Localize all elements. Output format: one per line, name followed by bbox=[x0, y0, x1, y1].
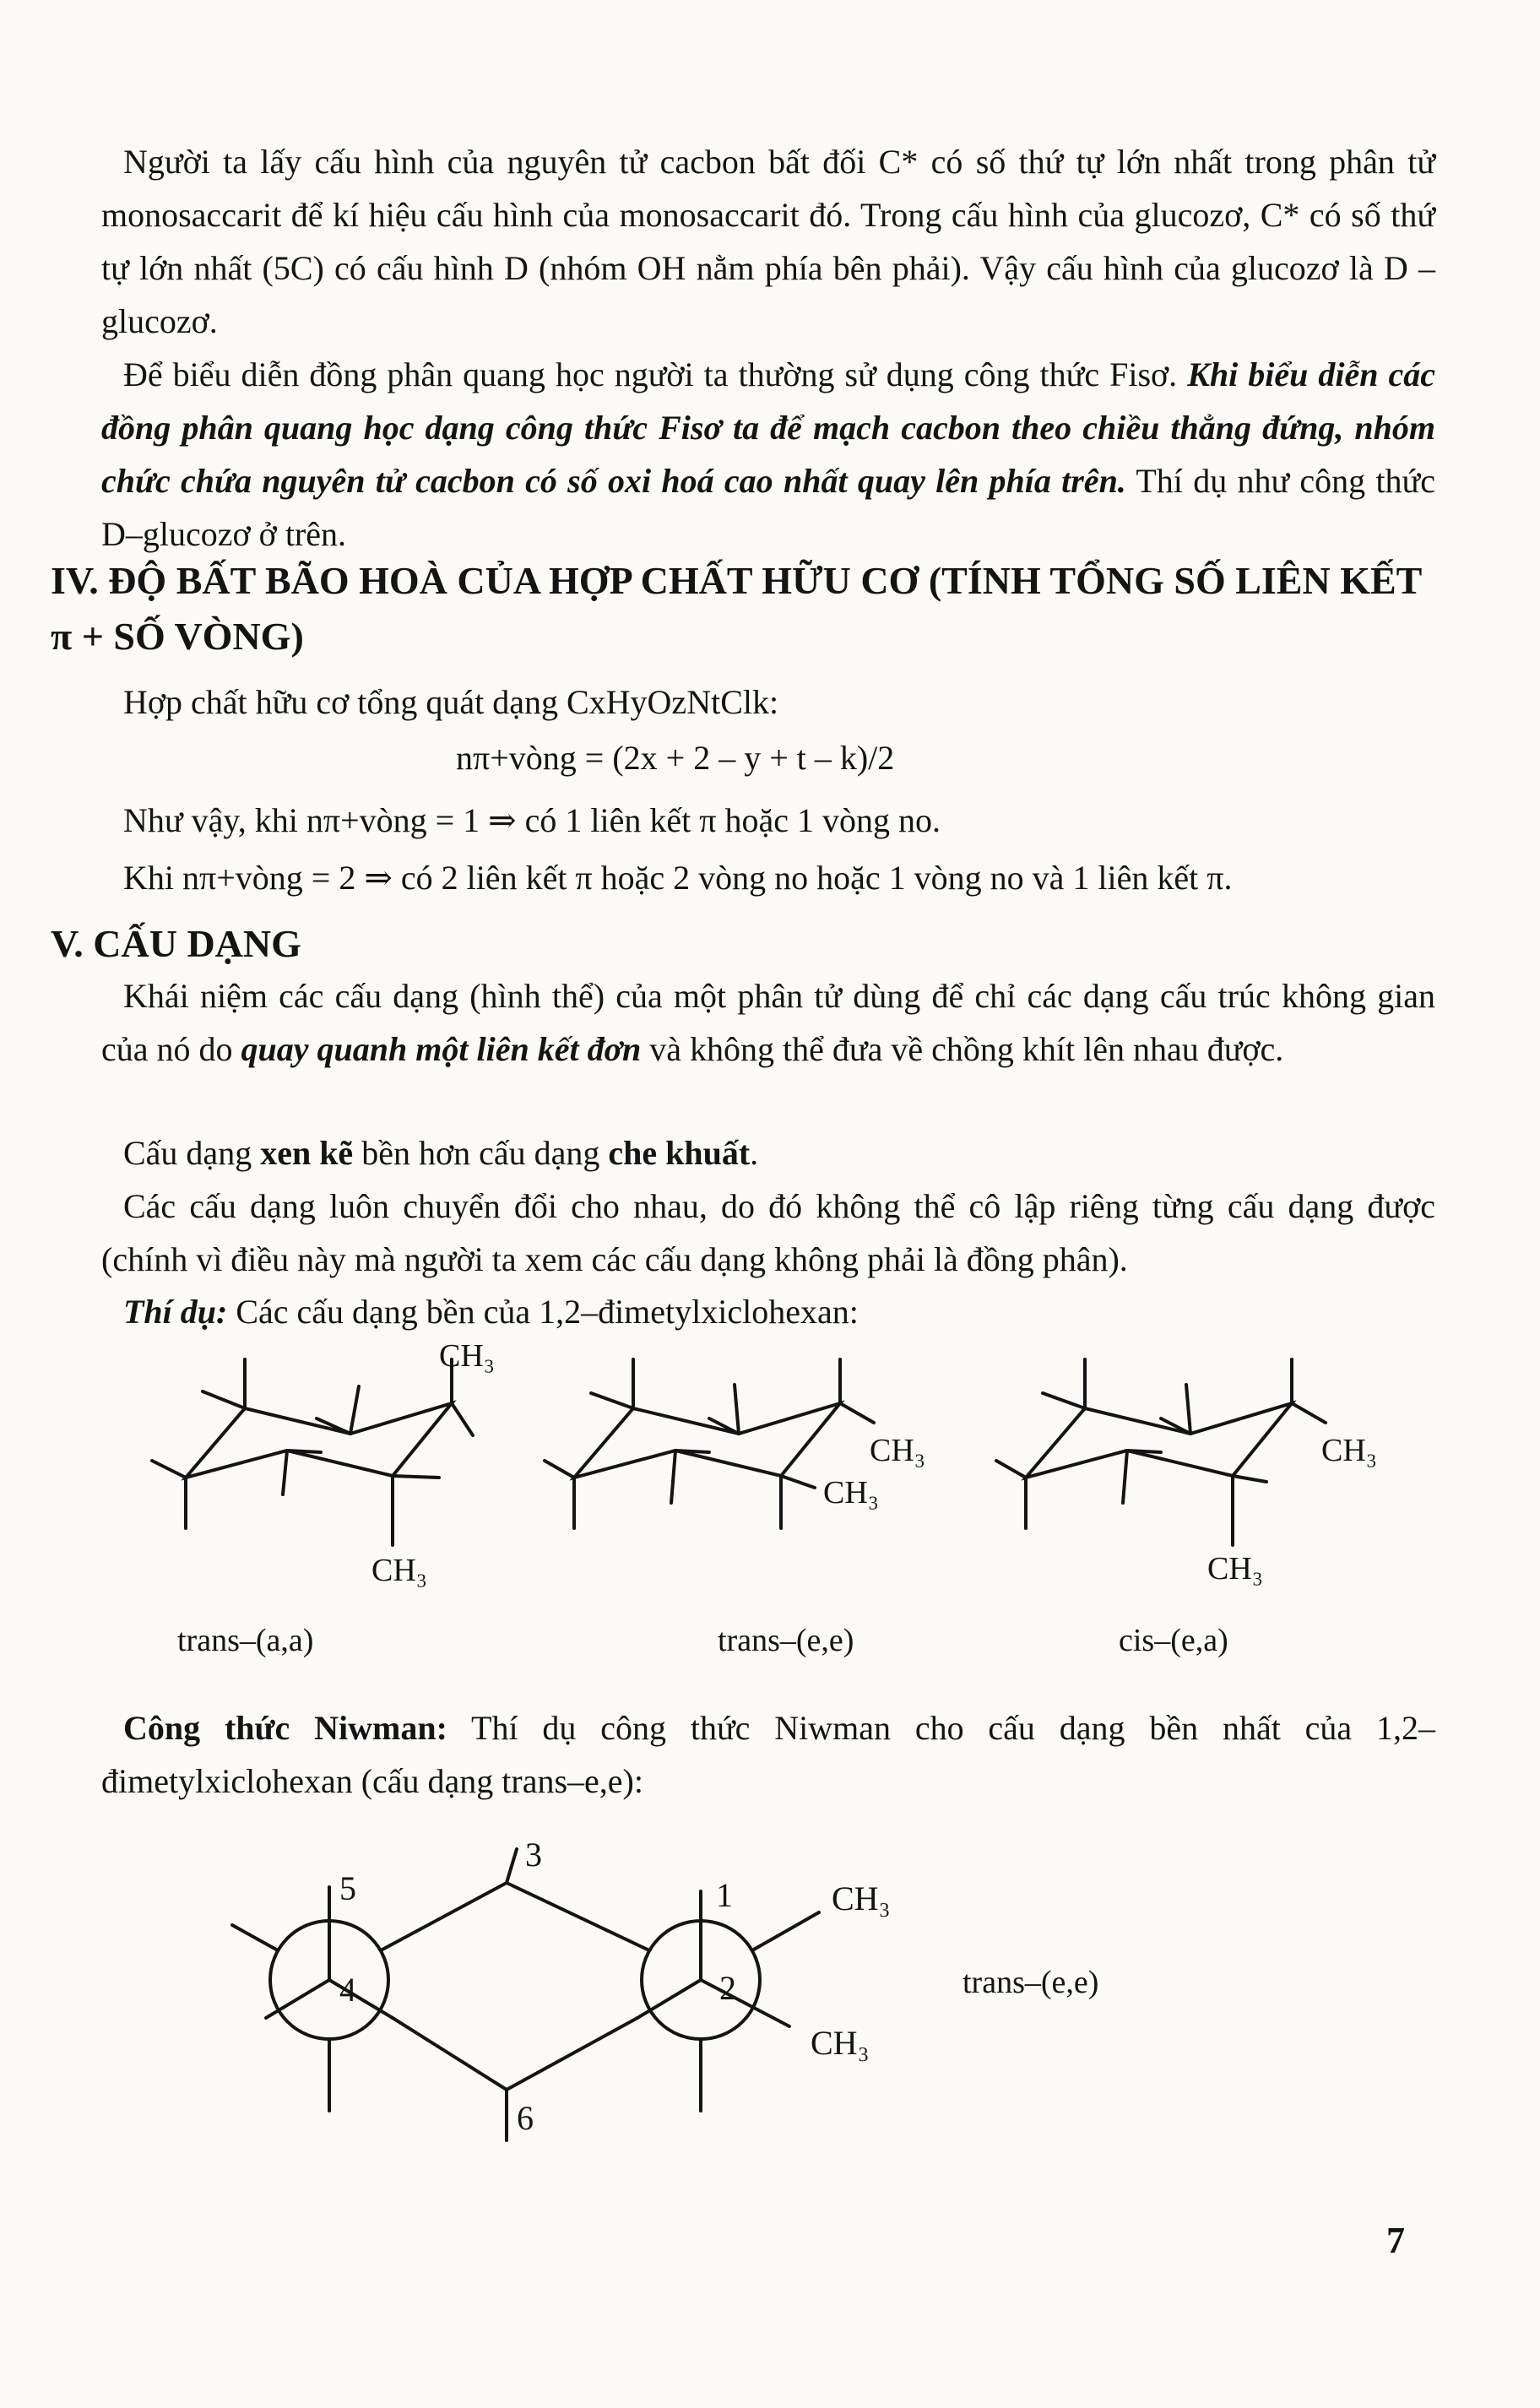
section-heading-conformation: V. CẤU DẠNG bbox=[51, 922, 301, 965]
ch3-label: CH₃ bbox=[870, 1433, 926, 1468]
carbon-number-3: 3 bbox=[525, 1836, 542, 1874]
paragraph-text: Khái niệm các cấu dạng (hình thể) của một phân tử dùng để chỉ các dạng cấu trúc không gian của nó do bbox=[101, 977, 1435, 1068]
emphasis-text: quay quanh một liên kết đơn bbox=[241, 1030, 642, 1068]
paragraph-conformation-definition bbox=[101, 969, 1435, 1076]
emphasis-text: che khuất bbox=[608, 1134, 751, 1172]
general-formula-intro bbox=[101, 675, 1435, 729]
ch3-label: CH₃ bbox=[811, 2024, 870, 2062]
chair-caption: cis–(e,a) bbox=[1119, 1623, 1228, 1658]
paragraph-text: Thí dụ như công thức D–glucozơ ở trên. bbox=[101, 462, 1435, 553]
paragraph-staggered bbox=[101, 1126, 1435, 1180]
section-heading-unsaturation: IV. ĐỘ BẤT BÃO HOÀ CỦA HỢP CHẤT HỮU CƠ (TÍNH TỔNG SỐ LIÊN KẾT π + SỐ VÒNG) bbox=[51, 559, 1422, 658]
unsaturation-line-2 bbox=[101, 851, 1435, 904]
carbon-number-1: 1 bbox=[716, 1876, 733, 1914]
paragraph-text: Các cấu dạng luôn chuyển đổi cho nhau, do đó không thể cô lập riêng từng cấu dạng được (chính vì điều này mà người ta xem các cấu dạng không phải là đồng phân). bbox=[101, 1187, 1435, 1278]
paragraph-fischer bbox=[101, 348, 1435, 561]
chair-caption: trans–(a,a) bbox=[177, 1623, 314, 1658]
newman-projection-figure bbox=[0, 1832, 1540, 2161]
ch3-label: CH₃ bbox=[1207, 1551, 1264, 1586]
chair-cis-ea bbox=[996, 1359, 1326, 1545]
carbon-number-6: 6 bbox=[517, 2099, 534, 2137]
newman-label: Công thức Niwman: bbox=[123, 1709, 447, 1747]
chair-trans-aa bbox=[152, 1359, 473, 1545]
chair-caption: trans–(e,e) bbox=[718, 1623, 854, 1658]
ch3-label: CH₃ bbox=[823, 1475, 880, 1510]
carbon-number-4: 4 bbox=[339, 1971, 356, 2009]
paragraph-configuration bbox=[101, 135, 1435, 348]
newman-caption: trans–(e,e) bbox=[962, 1965, 1099, 2000]
paragraph-text: Cấu dạng bbox=[123, 1134, 261, 1172]
paragraph-text: Như vậy, khi nπ+vòng = 1 ⇒ có 1 liên kết π hoặc 1 vòng no. bbox=[123, 801, 941, 839]
paragraph-example bbox=[101, 1285, 1435, 1338]
paragraph-text: và không thể đưa về chồng khít lên nhau được. bbox=[641, 1030, 1284, 1068]
example-label: Thí dụ: bbox=[123, 1293, 228, 1331]
paragraph-text: Hợp chất hữu cơ tổng quát dạng CxHyOzNtClk: bbox=[123, 683, 779, 721]
paragraph-text: Các cấu dạng bền của 1,2–đimetylxiclohexan: bbox=[227, 1293, 859, 1331]
paragraph-text: . bbox=[750, 1134, 759, 1172]
emphasis-text: Khi biểu diễn các đồng phân quang học dạng công thức Fisơ ta để mạch cacbon theo chiều thẳng đứng, nhóm chức chứa nguyên tử cacbon có số oxi hoá cao nhất quay lên phía trên. bbox=[101, 355, 1435, 500]
ch3-label: CH₃ bbox=[1321, 1433, 1378, 1468]
carbon-number-2: 2 bbox=[719, 1969, 736, 2007]
paragraph-text: Người ta lấy cấu hình của nguyên tử cacbon bất đối C* có số thứ tự lớn nhất trong phân tử monosaccarit để kí hiệu cấu hình của monosaccarit đó. Trong cấu hình của glucozơ, C* có số thứ tự lớn nhất (5C) có cấu hình D (nhóm OH nằm phía bên phải). Vậy cấu hình của glucozơ là D – glucozơ. bbox=[101, 143, 1435, 340]
paragraph-text: Thí dụ công thức Niwman cho cấu dạng bền nhất của 1,2–đimetylxiclohexan (cấu dạng trans–e,e): bbox=[101, 1709, 1436, 1800]
paragraph-text: Để biểu diễn đồng phân quang học người ta thường sử dụng công thức Fisơ. bbox=[123, 355, 1188, 393]
page-number: 7 bbox=[1386, 2220, 1405, 2261]
carbon-number-5: 5 bbox=[339, 1869, 356, 1907]
paragraph-interconversion bbox=[101, 1180, 1435, 1286]
emphasis-text: xen kẽ bbox=[260, 1134, 354, 1172]
ch3-label: CH₃ bbox=[371, 1553, 428, 1588]
ch3-label: CH₃ bbox=[832, 1879, 891, 1917]
paragraph-text: bền hơn cấu dạng bbox=[353, 1134, 609, 1172]
ch3-label: CH₃ bbox=[439, 1338, 496, 1374]
unsaturation-line-1 bbox=[101, 794, 1435, 847]
paragraph-text: Khi nπ+vòng = 2 ⇒ có 2 liên kết π hoặc 2 vòng no hoặc 1 vòng no và 1 liên kết π. bbox=[123, 859, 1233, 897]
paragraph-newman bbox=[101, 1701, 1435, 1808]
unsaturation-formula: nπ+vòng = (2x + 2 – y + t – k)/2 bbox=[456, 739, 895, 777]
chair-conformations-figure bbox=[0, 1334, 1540, 1689]
